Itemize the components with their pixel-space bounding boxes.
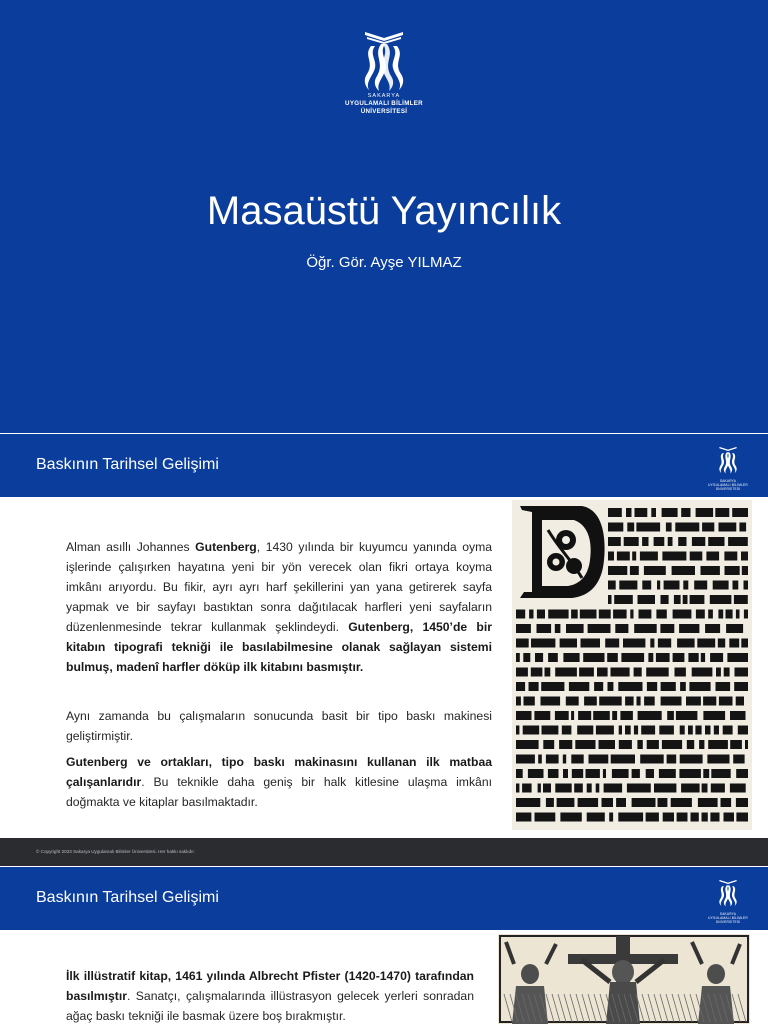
slide2-mini-logo bbox=[708, 446, 748, 491]
slide2-footer bbox=[0, 838, 768, 866]
university-emblem-icon bbox=[359, 30, 409, 92]
slide2-paragraph-1-segment-4: Gutenberg, 1450’de bir kitabın tipografi tekniği ile basılabilmesine olanak sağlayan sistemi bulmuş, madenî harfler döküp ilk kitabını basmıştır. bbox=[66, 620, 492, 674]
slide2-paragraph-3-segment-2: . Bu teknikle daha geniş bir halk kitlesine ulaşma imkânı doğmakta ve kitaplar basılmaktadır. bbox=[66, 775, 492, 809]
gutenberg-blackletter-page-image bbox=[512, 500, 752, 830]
title-slide bbox=[0, 0, 768, 433]
logo-text-line3: ÜNİVERSİTESİ bbox=[360, 108, 408, 115]
copyright-text: © Copyright 2023 Sakarya Uygulamalı Bilimler Üniversitesi. Her hakkı saklıdır. bbox=[36, 849, 195, 854]
university-emblem-icon bbox=[716, 879, 740, 907]
university-logo bbox=[337, 30, 431, 116]
slide2-header bbox=[0, 434, 768, 497]
slide3-title: Baskının Tarihsel Gelişimi bbox=[36, 889, 219, 906]
logo-text-line2: UYGULAMALI BİLİMLER bbox=[345, 100, 423, 107]
slide2-paragraph-2-segment-1: Aynı zamanda bu çalışmaların sonucunda basit bir tipo baskı makinesi geliştirmiştir. bbox=[66, 709, 492, 743]
presentation-author: Öğr. Gör. Ayşe YILMAZ bbox=[306, 254, 462, 271]
slide3-mini-logo bbox=[708, 879, 748, 924]
slide3-paragraph-1-segment-1: İlk illüstratif kitap, 1461 yılında Albrecht Pfister (1420-1470) tarafından basılmıştır bbox=[66, 969, 474, 1003]
university-emblem-icon bbox=[716, 446, 740, 474]
slide2-paragraph-3-segment-1: Gutenberg ve ortakları, tipo baskı makinasını kullanan ilk matbaa çalışanlarıdır bbox=[66, 755, 492, 789]
mini-logo-text-2: UYGULAMALI BİLİMLER bbox=[708, 483, 748, 487]
slide2-paragraph-1-segment-1: Alman asıllı Johannes bbox=[66, 540, 196, 554]
woodcut-illustration-image bbox=[498, 934, 750, 1024]
slide2-paragraph-3 bbox=[66, 752, 492, 812]
logo-text-sakarya: SAKARYA bbox=[367, 93, 401, 99]
presentation-title: Masaüstü Yayıncılık bbox=[206, 189, 562, 233]
slide3-header bbox=[0, 867, 768, 930]
slide2-paragraph-1-segment-2: Gutenberg bbox=[195, 540, 257, 554]
slide2-paragraph-2 bbox=[66, 706, 492, 746]
mini-logo-text-1: SAKARYA bbox=[719, 479, 737, 483]
slide2-paragraph-1 bbox=[66, 537, 492, 677]
mini-logo-text-2: UYGULAMALI BİLİMLER bbox=[708, 916, 748, 920]
slide3-paragraph-1-segment-2: . Sanatçı, çalışmalarında illüstrasyon gelecek yerleri sonradan ağaç baskı tekniği ile basmak üzere boş bırakmıştır. bbox=[66, 989, 474, 1023]
mini-logo-text-1: SAKARYA bbox=[719, 912, 737, 916]
mini-logo-text-3: ÜNİVERSİTESİ bbox=[715, 487, 741, 491]
slide2-title: Baskının Tarihsel Gelişimi bbox=[36, 456, 219, 473]
slide3-paragraph-1 bbox=[66, 966, 474, 1026]
slide2-paragraph-1-segment-3: , 1430 yılında bir kuyumcu yanında oyma işlerinde çalışırken hayatına yeni bir yön verecek olan fikri ortaya koyma imkânı arıyordu. Bu fikir, ayrı ayrı harf şekillerini yan yana getirerek sayfa yapmak ve bir sayfayı bastıktan sonra dağıtılacak harfleri yeni sayfaların düzenlenmesinde tekrar kullanmak şeklindeydi. bbox=[66, 540, 492, 634]
mini-logo-text-3: ÜNİVERSİTESİ bbox=[715, 920, 741, 924]
